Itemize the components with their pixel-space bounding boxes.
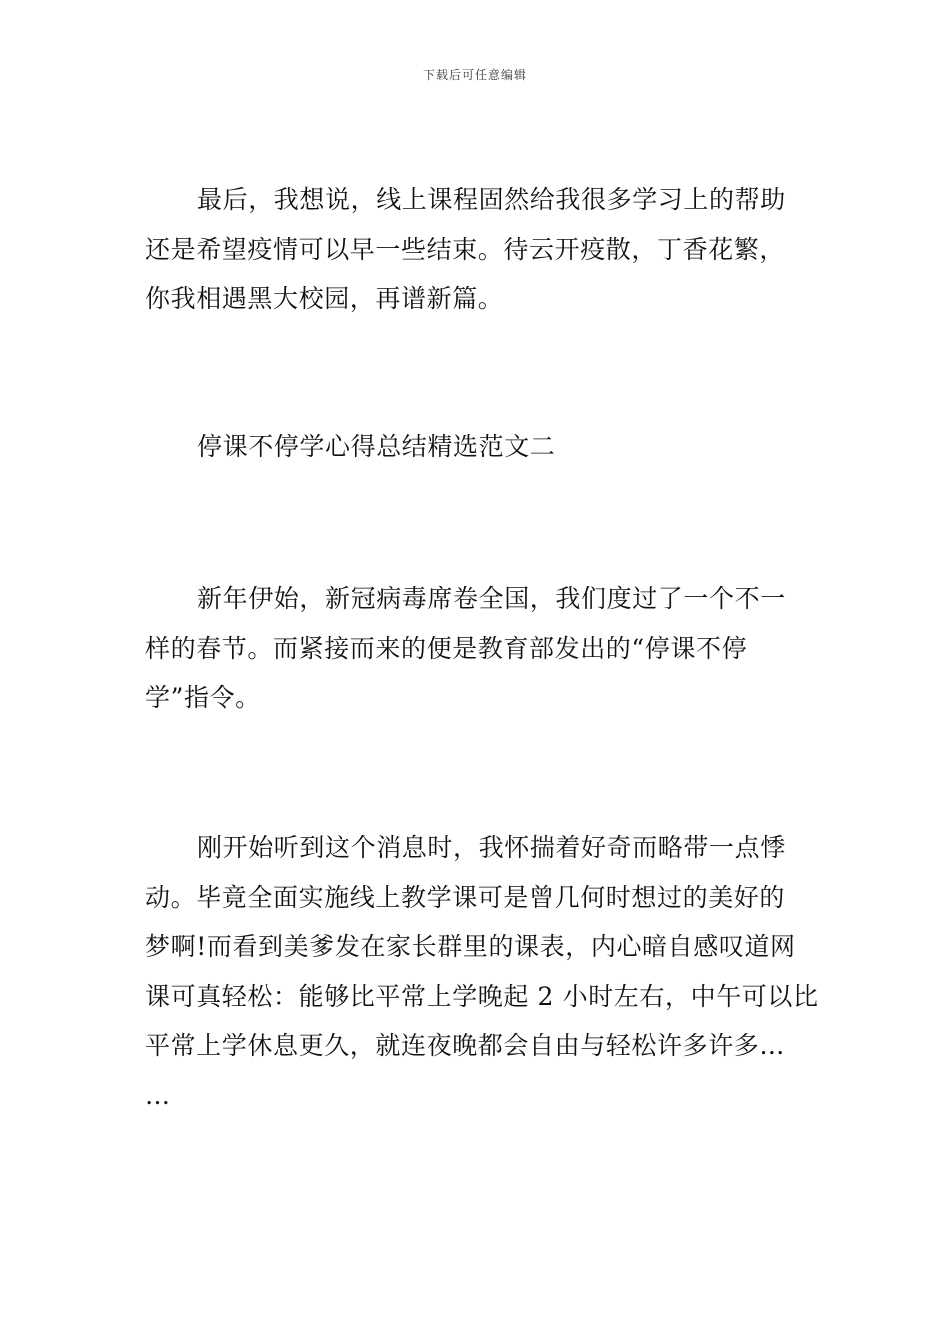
paragraph-line: … xyxy=(145,1080,171,1110)
paragraph-line: 平常上学休息更久，就连夜晚都会自由与轻松许多许多… xyxy=(145,1031,786,1060)
paragraph-line: 新年伊始，新冠病毒席卷全国，我们度过了一个不一 xyxy=(197,584,786,613)
reaction-paragraph xyxy=(145,823,819,1120)
paragraph-line: 最后，我想说，线上课程固然给我很多学习上的帮助 xyxy=(197,185,786,214)
closing-paragraph xyxy=(145,175,809,324)
section-title-text: 停课不停学心得总结精选范文二 xyxy=(197,432,556,461)
paragraph-line: 学”指令。 xyxy=(145,683,261,712)
paragraph-line: 还是希望疫情可以早一些结束。待云开疫散，丁香花繁， xyxy=(145,234,786,264)
paragraph-line: 刚开始听到这个消息时，我怀揣着好奇而略带一点悸 xyxy=(197,833,786,862)
paragraph-line: 样的春节。而紧接而来的便是教育部发出的“停课不停 xyxy=(145,633,748,663)
paragraph-line: 你我相遇黑大校园，再谱新篇。 xyxy=(145,284,504,313)
intro-paragraph xyxy=(145,574,809,723)
paragraph-line: 动。毕竟全面实施线上教学课可是曾几何时想过的美好的 xyxy=(145,882,786,912)
paragraph-line: 课可真轻松：能够比平常上学晚起 2 小时左右，中午可以比 xyxy=(145,981,819,1011)
page-header-note: 下载后可任意编辑 xyxy=(422,68,527,82)
section-title xyxy=(145,422,809,472)
paragraph-line: 梦啊!而看到美爹发在家长群里的课表，内心暗自感叹道网 xyxy=(145,932,796,961)
